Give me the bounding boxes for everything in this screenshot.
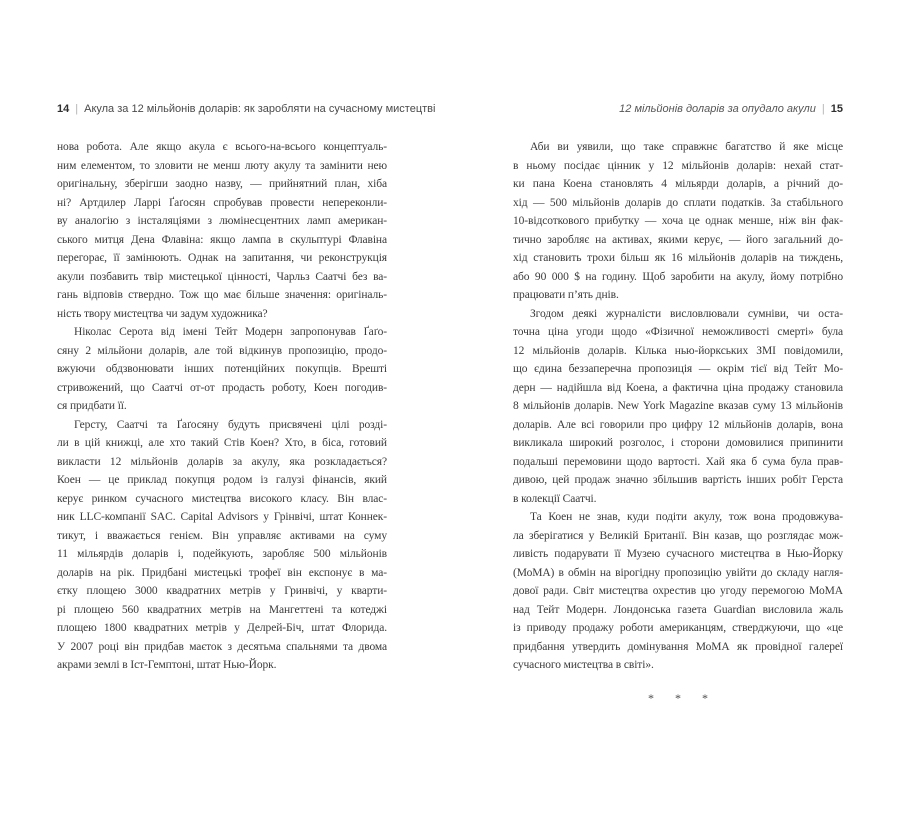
text-line: (МоМА) в обмін на вірогідну пропозицію увійти до складу нагля- — [513, 566, 843, 579]
text-line: доларів. Але всі говорили про цифру 12 мільйонів доларів, вона — [513, 418, 843, 431]
text-line: ник LLC-компанії SAC. Capital Advisors у Грінвічі, штат Коннек- — [57, 511, 387, 523]
text-line: У 2007 році він придбав маєток з десятьма спальнями та двома — [57, 640, 387, 653]
text-line: тикут, і вважається генієм. Він управляє активами на суму — [57, 529, 387, 542]
text-line: викликала широкий розголос, і сторони домовилися припинити — [513, 437, 843, 449]
text-line: дерн — надійшла від Коена, а фактична ціна продажу становила — [513, 381, 843, 394]
text-line: оригінальну, зберігши заодно назву, — прийнятний план, хіба — [57, 178, 387, 190]
right-header-divider: | — [821, 103, 825, 115]
text-line: акрами землі в Іст-Гемптоні, штат Нью-Йорк. — [57, 659, 277, 671]
text-line: ні? Артдилер Ларрі Ґаґосян спробував провести непереконли- — [57, 196, 387, 209]
paragraph — [57, 138, 387, 323]
text-line: придбання утвердить домінування МоМА як провідної галереї — [513, 640, 843, 653]
text-line: ла зберігатися у Великій Британії. Він казав, що розглядає мож- — [513, 529, 843, 542]
text-line: Згодом деякі журналісти висловлювали сумніви, чи оста- — [530, 307, 843, 320]
running-heads — [57, 103, 843, 115]
text-line: 12 мільйонів доларів. Кілька нью-йоркських ЗМІ повідомили, — [513, 344, 843, 357]
text-line: Ніколас Серота від імені Тейт Модерн запропонував Ґаґо- — [74, 326, 387, 338]
text-line: ву аналогію з інсталяціями з люмінесцентних ламп американ- — [57, 215, 387, 227]
text-line: акули позбавить твір мистецької цінності, Чарльз Саатчі без ва- — [57, 270, 387, 283]
paragraph — [57, 323, 387, 416]
text-line: що єдина беззаперечна пропозиція — окрім тієї від Тейт Мо- — [513, 363, 843, 375]
right-page-number: 15 — [830, 103, 843, 115]
left-page-text — [57, 138, 387, 707]
text-line: тично заробляє на активах, якими керує, — його загальний до- — [513, 233, 843, 246]
text-line: перегорає, її замінюють. Однак на запитання, чи реконструкція — [57, 252, 387, 264]
right-running-head — [619, 103, 843, 115]
text-line: працювати п’ять днів. — [513, 289, 619, 301]
text-line: ся придбати її. — [57, 400, 127, 412]
text-line: із приводу продажу роботи американцям, стверджуючи, що «це — [513, 622, 843, 634]
text-line: сяну 2 мільйони доларів, але той відкинув пропозицію, продо- — [57, 344, 387, 357]
text-line: стривожений, що Саатчі от-от продасть роботу, Коен погодив- — [57, 381, 387, 394]
page-columns — [57, 138, 843, 707]
paragraph — [57, 416, 387, 675]
text-line: ського митця Дена Флавіна: якщо лампа в скульптурі Флавіна — [57, 233, 387, 246]
text-line: 8 мільйонів доларів. New York Magazine вказав суму 13 мільйонів — [513, 400, 843, 412]
right-paragraphs — [513, 138, 843, 675]
left-header-divider: | — [75, 103, 79, 115]
text-line: Аби ви уявили, що таке справжнє багатство й яке місце — [530, 141, 843, 153]
text-line: дивою, цей продаж значно збільшив вартість інших робіт Герста — [513, 474, 843, 486]
text-line: ним елементом, то зловити не менш люту акулу та замінити нею — [57, 159, 387, 172]
right-page-text — [513, 138, 843, 707]
text-line: Та Коен не знав, куди подіти акулу, тож вона продовжува- — [530, 511, 843, 523]
text-line: 11 мільярдів доларів і, подейкують, заробляє 500 мільйонів — [57, 548, 387, 560]
text-line: нова робота. Але якщо акула є всього-на-всього концептуаль- — [57, 141, 387, 153]
text-line: в ньому посідає цінник у 12 мільйонів доларів: нехай стат- — [513, 159, 843, 172]
right-chapter-title: 12 мільйонів доларів за опудало акули — [619, 103, 816, 115]
text-line: доларів на рік. Придбані мистецькі трофеї він експонує в ма- — [57, 566, 387, 579]
text-line: хід становить трохи більш як 16 мільйонів доларів на тиждень, — [513, 252, 843, 264]
text-line: ність твору мистецтва чи задум художника? — [57, 307, 268, 320]
text-line: 10-відсоткового прибутку — хоча це однак менше, ніж він фак- — [513, 215, 843, 227]
text-line: рі площею 560 квадратних метрів на Мангеттені та котеджі — [57, 603, 387, 616]
left-paragraphs — [57, 138, 387, 675]
text-line: подальші перемовини щодо вартості. Хай яка б сума була прав- — [513, 455, 843, 468]
text-line: Герсту, Саатчі та Ґаґосяну будуть присвячені цілі розді- — [74, 418, 387, 431]
text-line: точна ціна угоди щодо «Фізичної неможливості смерті» була — [513, 326, 843, 338]
text-line: викласти 12 мільйонів доларів за акулу, яка розкладається? — [57, 455, 387, 468]
text-line: керує ринком сучасного мистецтва високого класу. Він влас- — [57, 492, 387, 505]
text-line: хід — 500 мільйонів доларів до сплати податків. За стабільного — [513, 196, 843, 209]
paragraph — [513, 305, 843, 509]
section-break: * * * — [648, 690, 717, 705]
text-line: Коен — це приклад покупця родом із галузі фінансів, який — [57, 474, 387, 486]
text-line: єтку площею 3000 квадратних метрів у Гринвічі, у кварти- — [57, 585, 387, 597]
left-chapter-title: Акула за 12 мільйонів доларів: як заробляти на сучасному мистецтві — [84, 103, 436, 115]
text-line: гань відповів ствердно. Тож що має більше значення: оригіналь- — [57, 289, 387, 301]
text-line: ливість подарувати її Музею сучасного мистецтва в Нью-Йорку — [513, 548, 843, 560]
paragraph — [513, 138, 843, 305]
text-line: дової ради. Світ мистецтва охрестив цю угоду перемогою МоМА — [513, 585, 843, 597]
left-page-number: 14 — [57, 103, 70, 115]
left-running-head — [57, 103, 435, 115]
text-line: або 90 000 $ на годину. Щоб заробити на акулу, йому потрібно — [513, 270, 843, 283]
text-line: вжуючи обдзвонювати інших потенційних покупців. Врешті — [57, 363, 387, 375]
text-line: площею 1800 квадратних метрів у Делрей-Біч, штат Флорида. — [57, 622, 387, 634]
text-line: ли в цій книжці, але хто такий Стів Коен? Хто, в біса, готовий — [57, 437, 387, 449]
text-line: в колекції Саатчі. — [513, 492, 597, 505]
paragraph — [513, 508, 843, 675]
text-line: над Тейт Модерн. Лондонська газета Guardian висловила жаль — [513, 603, 843, 616]
text-line: ки пана Коена становлять 4 мільярди доларів, а річний до- — [513, 178, 843, 190]
text-line: сучасного мистецтва в світі». — [513, 659, 654, 671]
